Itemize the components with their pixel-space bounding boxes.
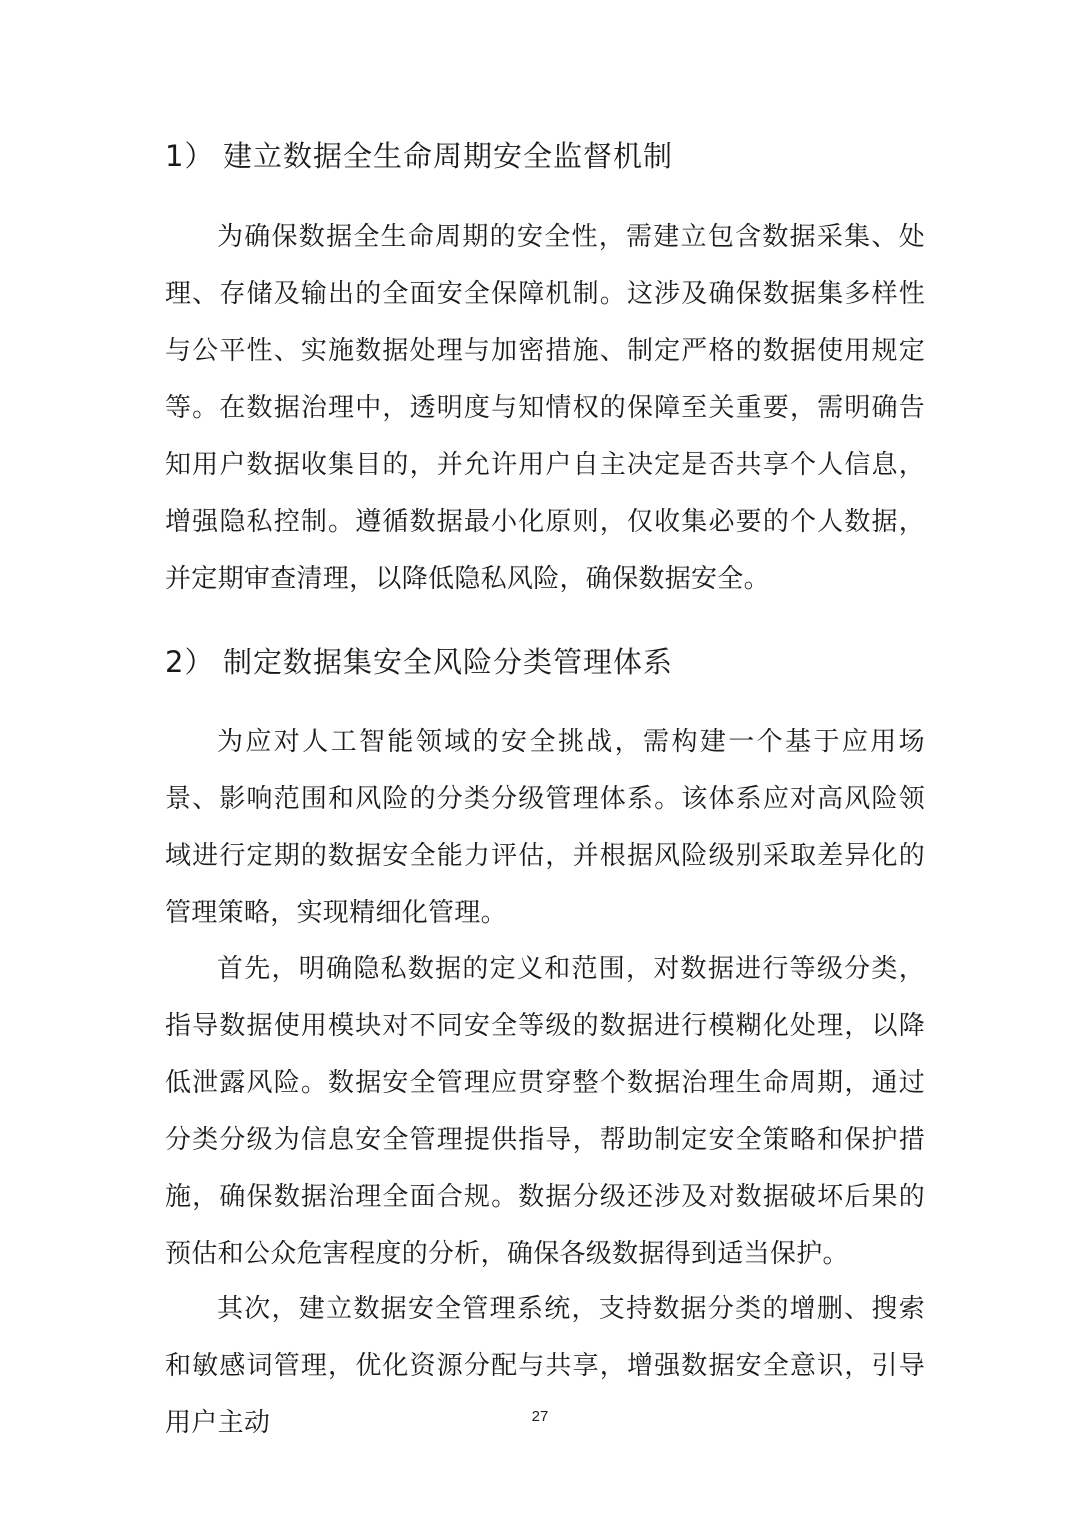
- section-2-paragraph-2: 首先，明确隐私数据的定义和范围，对数据进行等级分类，指导数据使用模块对不同安全等级的数据进行模糊化处理，以降低泄露风险。数据安全管理应贯穿整个数据治理生命周期，通过分类分级为信息安全管理提供指导，帮助制定安全策略和保护措施，确保数据治理全面合规。数据分级还涉及对数据破坏后果的预估和公众危害程度的分析，确保各级数据得到适当保护。: [165, 954, 925, 1269]
- section-1-heading: [165, 136, 673, 176]
- section-2-paragraph-3: 其次，建立数据安全管理系统，支持数据分类的增删、搜索和敏感词管理，优化资源分配与共享，增强数据安全意识，引导用户主动: [165, 1294, 925, 1438]
- section-1-paragraph: 为确保数据全生命周期的安全性，需建立包含数据采集、处理、存储及输出的全面安全保障机制。这涉及确保数据集多样性与公平性、实施数据处理与加密措施、制定严格的数据使用规定等。在数据治理中，透明度与知情权的保障至关重要，需明确告知用户数据收集目的，并允许用户自主决定是否共享个人信息，增强隐私控制。遵循数据最小化原则，仅收集必要的个人数据，并定期审查清理，以降低隐私风险，确保数据安全。: [165, 222, 925, 594]
- page-number: 27: [531, 1408, 549, 1425]
- section-2-paragraph-1: 为应对人工智能领域的安全挑战，需构建一个基于应用场景、影响范围和风险的分类分级管理体系。该体系应对高风险领域进行定期的数据安全能力评估，并根据风险级别采取差异化的管理策略，实现精细化管理。: [165, 727, 925, 928]
- section-1-title: 建立数据全生命周期安全监督机制: [223, 139, 674, 173]
- section-2-title: 制定数据集安全风险分类管理体系: [223, 645, 674, 679]
- section-2-heading: [165, 642, 673, 682]
- section-2-number: 2）: [165, 645, 215, 679]
- section-1-number: 1）: [165, 139, 215, 173]
